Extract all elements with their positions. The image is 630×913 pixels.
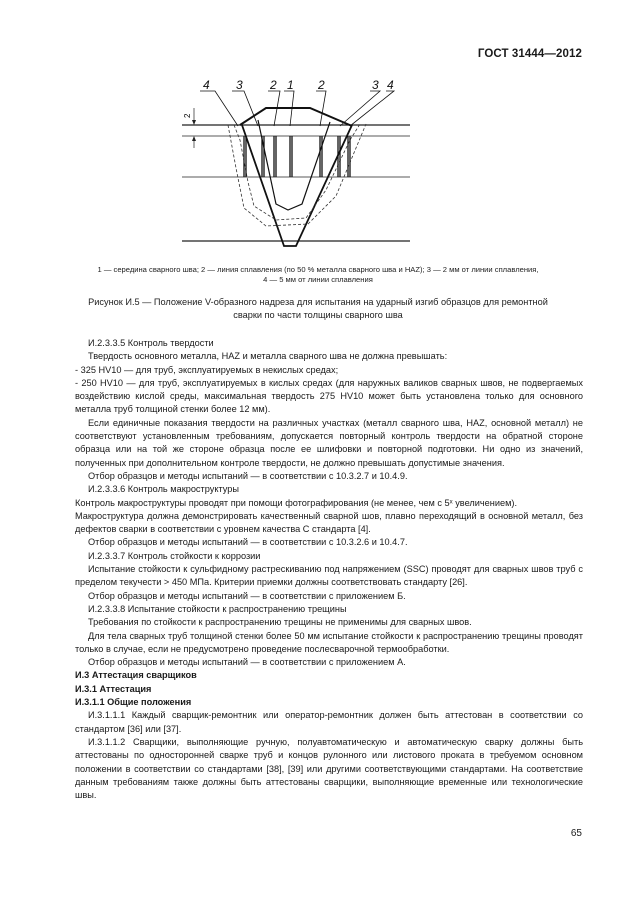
section-heading: И.2.3.3.8 Испытание стойкости к распространению трещины	[88, 603, 347, 614]
callout-3-right: 3	[372, 78, 379, 92]
legend-line-2: 4 — 5 мм от линии сплавления	[263, 275, 373, 284]
paragraph: Требования по стойкости к распространению трещины не применимы для сварных швов.	[88, 617, 472, 628]
paragraph: Если единичные показания твердости на различных участках (металл сварного шва, HAZ, основной металл) не соответствуют установленным требованиям, допускается повторный контроль твердости на обратной стороне образца или на той же стороне образца после ее шлифовки и повторной подготовки. Ни одно из значений, полученных при дополнительном контроле твердости, не должно превышать допустимые значения.	[75, 417, 583, 468]
weld-diagram	[180, 78, 412, 253]
weld-v-outline	[242, 125, 352, 246]
paragraph: Макроструктура должна демонстрировать качественный сварной шов, плавно переходящий в основной металл, без дефектов сварки в соответствии с уровнем качества С стандарта [4].	[75, 510, 583, 535]
caption-line-1: Рисунок И.5 — Положение V-образного надреза для испытания на ударный изгиб образцов для ремонтной	[88, 297, 548, 307]
dim-arrow-top	[192, 120, 196, 125]
caption-line-2: сварки по части толщины сварного шва	[233, 310, 403, 320]
section-heading-bold: И.3 Аттестация сварщиков	[75, 670, 197, 681]
section-heading-bold: И.3.1 Аттестация	[75, 683, 152, 694]
paragraph: Для тела сварных труб толщиной стенки более 50 мм испытание стойкости к распространению трещины проводят только в случае, если не предусмотрено проведение послесварочной термообработки.	[75, 630, 583, 654]
paragraph: Испытание стойкости к сульфидному растрескиванию под напряжением (SSC) проводят для сварных швов труб с пределом текучести > 450 МПа. Критерии приемки должны соответствовать стандарту [26].	[75, 564, 583, 588]
paragraph: И.3.1.1.2 Сварщики, выполняющие ручную, полуавтоматическую и автоматическую сварку должны быть аттестованы по односторонней сварке труб и концов рулонного или листового проката в требуемом основном положении в соответствии со стандартами [38], [39] или другими соответствующими стандартами. На соответствие данным требованиям также должны быть аттестованы сварщики, выполняющие временные или технологические швы.	[75, 736, 583, 801]
figure-legend	[40, 265, 596, 285]
figure-caption	[40, 296, 596, 322]
paragraph: Отбор образцов и методы испытаний — в соответствии с приложением А.	[88, 657, 406, 668]
callout-1: 1	[287, 78, 294, 92]
callout-4-right: 4	[387, 78, 394, 92]
paragraph: Отбор образцов и методы испытаний — в соответствии с 10.3.2.6 и 10.4.7.	[88, 537, 408, 548]
callout-2-right: 2	[318, 78, 325, 92]
paragraph: Отбор образцов и методы испытаний — в соответствии с 10.3.2.7 и 10.4.9.	[88, 470, 408, 481]
dim-label: 2	[183, 113, 192, 118]
legend-line-1: 1 — середина сварного шва; 2 — линия сплавления (по 50 % металла сварного шва и HAZ); 3 — 2 мм от линии сплавления,	[97, 265, 539, 274]
list-item: - 250 HV10 — для труб, эксплуатируемых в кислых средах (для наружных валиков сварных швов, не подвергаемых воздействию кислой среды, максимальная твердость 275 HV10 может быть установлена только для основного металла труб толщиной стенки более 12 мм).	[75, 377, 583, 415]
callout-4-left: 4	[203, 78, 210, 92]
paragraph: Твердость основного металла, HAZ и металла сварного шва не должна превышать:	[88, 351, 448, 362]
callout-2-left: 2	[270, 78, 277, 92]
paragraph: И.3.1.1.1 Каждый сварщик-ремонтник или оператор-ремонтник должен быть аттестован в соответствии со стандартом [36] или [37].	[75, 710, 583, 734]
paragraph: Отбор образцов и методы испытаний — в соответствии с приложением Б.	[88, 590, 406, 601]
paragraph: И.2.3.3.5 Контроль твердости	[88, 338, 214, 348]
callout-3-left: 3	[236, 78, 243, 92]
notch-marks	[244, 136, 350, 177]
page-number: 65	[570, 828, 582, 839]
section-heading: И.2.3.3.7 Контроль стойкости к коррозии	[88, 550, 261, 561]
weld-diagram-svg	[180, 78, 412, 253]
list-item: - 325 HV10 — для труб, эксплуатируемых в некислых средах;	[75, 364, 339, 375]
section-heading: И.2.3.3.6 Контроль макроструктуры	[88, 484, 239, 495]
body-text	[75, 337, 583, 802]
section-heading-bold: И.3.1.1 Общие положения	[75, 697, 192, 708]
document-header: ГОСТ 31444—2012	[477, 48, 582, 60]
paragraph: Контроль макроструктуры проводят при помощи фотографирования (не менее, чем с 5ˣ увеличением).	[75, 497, 518, 508]
